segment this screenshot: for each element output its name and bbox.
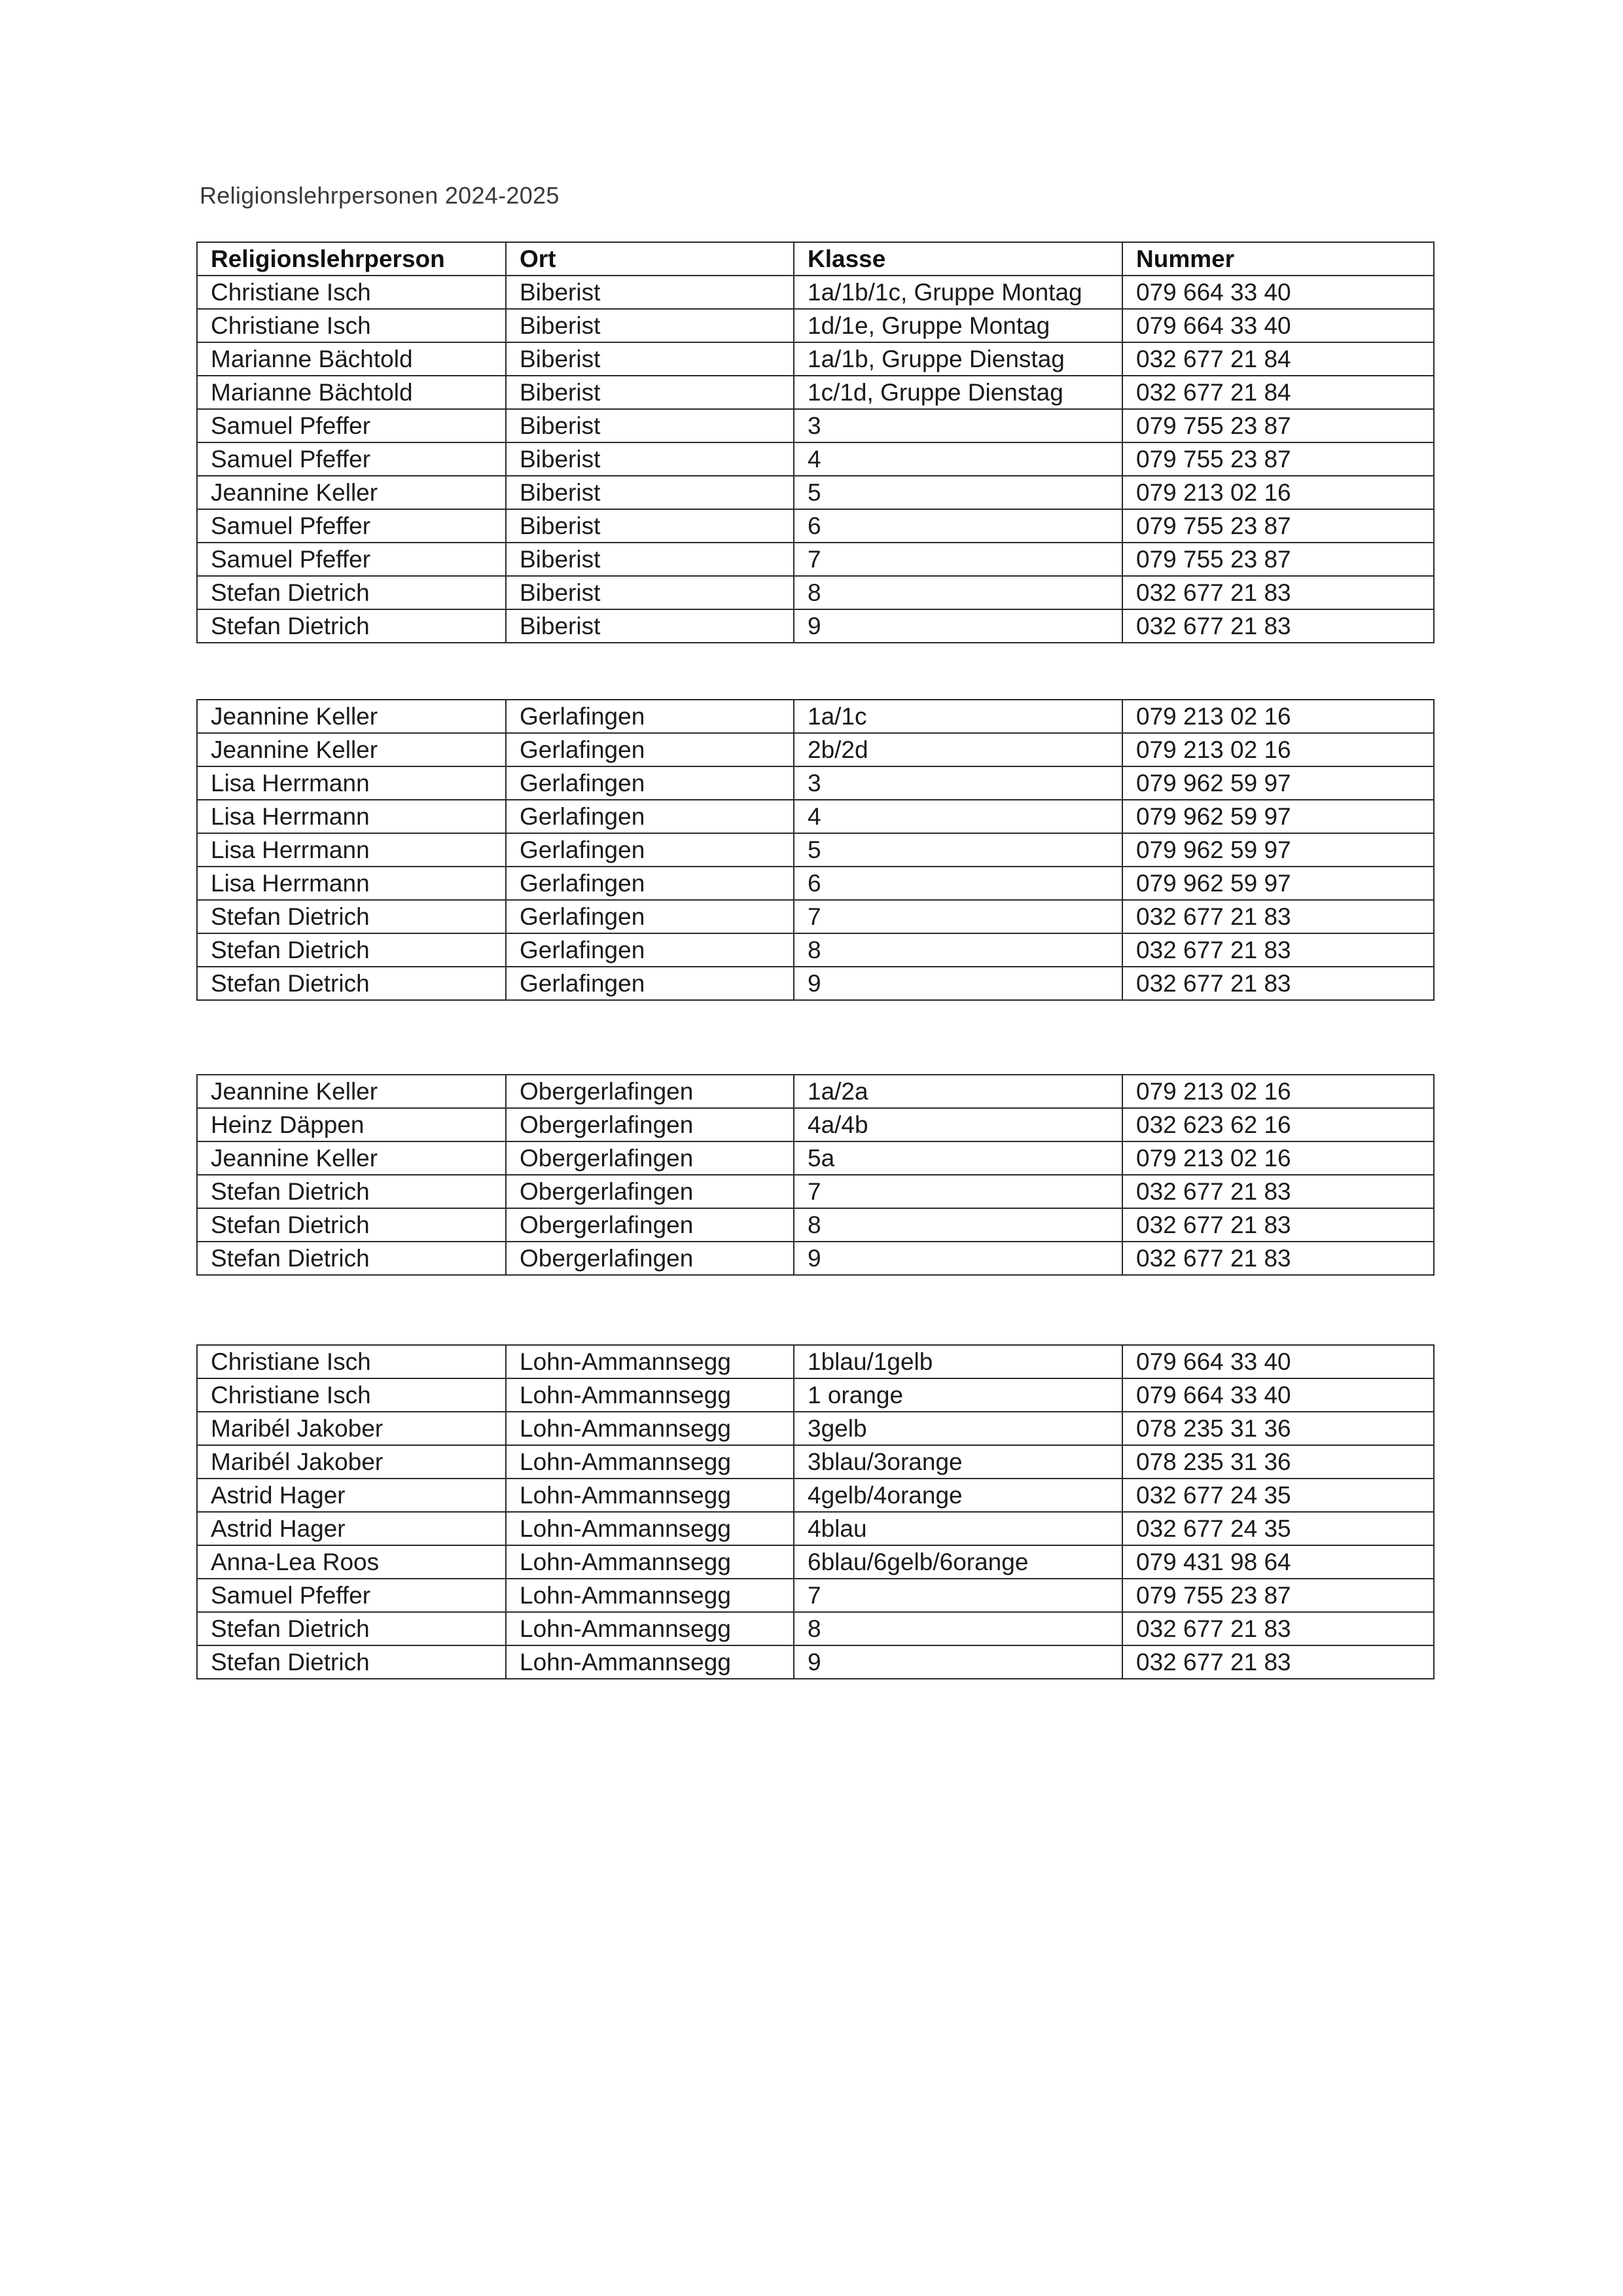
cell-ort: Lohn-Ammannsegg	[506, 1545, 794, 1579]
cell-ort: Lohn-Ammannsegg	[506, 1579, 794, 1612]
table-gerlafingen	[196, 699, 1435, 1001]
cell-person: Lisa Herrmann	[197, 833, 506, 867]
cell-nummer: 032 677 24 35	[1122, 1512, 1434, 1545]
cell-ort: Gerlafingen	[506, 766, 794, 800]
cell-klasse: 3	[794, 409, 1122, 442]
cell-person: Stefan Dietrich	[197, 967, 506, 1000]
cell-person: Samuel Pfeffer	[197, 1579, 506, 1612]
table-row	[197, 1378, 1434, 1412]
table-row	[197, 766, 1434, 800]
cell-klasse: 7	[794, 1579, 1122, 1612]
cell-ort: Biberist	[506, 476, 794, 509]
cell-person: Marianne Bächtold	[197, 342, 506, 376]
cell-klasse: 8	[794, 1208, 1122, 1242]
cell-klasse: 1 orange	[794, 1378, 1122, 1412]
cell-person: Samuel Pfeffer	[197, 409, 506, 442]
table-row	[197, 442, 1434, 476]
cell-person: Lisa Herrmann	[197, 800, 506, 833]
table-row	[197, 342, 1434, 376]
cell-nummer: 079 213 02 16	[1122, 733, 1434, 766]
cell-person: Maribél Jakober	[197, 1412, 506, 1445]
cell-ort: Biberist	[506, 342, 794, 376]
cell-klasse: 1a/1b/1c, Gruppe Montag	[794, 276, 1122, 309]
cell-person: Jeannine Keller	[197, 700, 506, 733]
cell-nummer: 032 677 21 83	[1122, 967, 1434, 1000]
table-row	[197, 1412, 1434, 1445]
cell-klasse: 5a	[794, 1141, 1122, 1175]
cell-ort: Biberist	[506, 409, 794, 442]
cell-person: Christiane Isch	[197, 1345, 506, 1378]
header-ort: Ort	[506, 242, 794, 276]
table-row	[197, 509, 1434, 543]
cell-ort: Lohn-Ammannsegg	[506, 1612, 794, 1645]
cell-ort: Lohn-Ammannsegg	[506, 1479, 794, 1512]
cell-nummer: 079 213 02 16	[1122, 700, 1434, 733]
cell-ort: Biberist	[506, 376, 794, 409]
cell-person: Jeannine Keller	[197, 476, 506, 509]
table-row	[197, 733, 1434, 766]
cell-klasse: 3blau/3orange	[794, 1445, 1122, 1479]
header-klasse: Klasse	[794, 242, 1122, 276]
cell-ort: Gerlafingen	[506, 900, 794, 933]
cell-ort: Obergerlafingen	[506, 1175, 794, 1208]
cell-ort: Gerlafingen	[506, 933, 794, 967]
cell-ort: Lohn-Ammannsegg	[506, 1345, 794, 1378]
cell-person: Jeannine Keller	[197, 1075, 506, 1108]
cell-klasse: 1a/2a	[794, 1075, 1122, 1108]
cell-klasse: 9	[794, 1242, 1122, 1275]
table-obergerlafingen	[196, 1074, 1435, 1276]
table-row	[197, 543, 1434, 576]
table-header-row	[197, 242, 1434, 276]
cell-nummer: 079 755 23 87	[1122, 409, 1434, 442]
table-row	[197, 1175, 1434, 1208]
table-row	[197, 1612, 1434, 1645]
cell-nummer: 078 235 31 36	[1122, 1445, 1434, 1479]
cell-ort: Biberist	[506, 609, 794, 643]
page-title: Religionslehrpersonen 2024-2025	[200, 182, 560, 209]
table-row	[197, 1345, 1434, 1378]
table-row	[197, 1479, 1434, 1512]
header-person: Religionslehrperson	[197, 242, 506, 276]
cell-ort: Gerlafingen	[506, 700, 794, 733]
table-row	[197, 800, 1434, 833]
cell-nummer: 032 677 21 83	[1122, 1242, 1434, 1275]
cell-nummer: 079 755 23 87	[1122, 1579, 1434, 1612]
cell-ort: Lohn-Ammannsegg	[506, 1378, 794, 1412]
cell-person: Lisa Herrmann	[197, 867, 506, 900]
cell-person: Stefan Dietrich	[197, 1645, 506, 1679]
table-row	[197, 967, 1434, 1000]
cell-nummer: 032 677 21 83	[1122, 1208, 1434, 1242]
cell-ort: Obergerlafingen	[506, 1242, 794, 1275]
cell-person: Stefan Dietrich	[197, 900, 506, 933]
cell-nummer: 079 962 59 97	[1122, 867, 1434, 900]
cell-nummer: 079 755 23 87	[1122, 543, 1434, 576]
cell-klasse: 7	[794, 900, 1122, 933]
cell-klasse: 8	[794, 576, 1122, 609]
cell-klasse: 9	[794, 967, 1122, 1000]
cell-nummer: 079 664 33 40	[1122, 309, 1434, 342]
cell-klasse: 8	[794, 933, 1122, 967]
table-row	[197, 609, 1434, 643]
cell-person: Marianne Bächtold	[197, 376, 506, 409]
cell-klasse: 6	[794, 867, 1122, 900]
table-lohn-ammannsegg	[196, 1344, 1435, 1679]
cell-klasse: 4a/4b	[794, 1108, 1122, 1141]
cell-person: Samuel Pfeffer	[197, 442, 506, 476]
cell-ort: Lohn-Ammannsegg	[506, 1645, 794, 1679]
cell-person: Samuel Pfeffer	[197, 543, 506, 576]
cell-klasse: 7	[794, 543, 1122, 576]
cell-klasse: 6blau/6gelb/6orange	[794, 1545, 1122, 1579]
cell-person: Samuel Pfeffer	[197, 509, 506, 543]
table-row	[197, 1579, 1434, 1612]
cell-nummer: 079 755 23 87	[1122, 442, 1434, 476]
cell-nummer: 079 664 33 40	[1122, 1345, 1434, 1378]
cell-person: Stefan Dietrich	[197, 576, 506, 609]
cell-person: Stefan Dietrich	[197, 609, 506, 643]
cell-person: Stefan Dietrich	[197, 1175, 506, 1208]
table-row	[197, 1075, 1434, 1108]
cell-klasse: 1c/1d, Gruppe Dienstag	[794, 376, 1122, 409]
table-row	[197, 833, 1434, 867]
cell-ort: Biberist	[506, 543, 794, 576]
cell-klasse: 1blau/1gelb	[794, 1345, 1122, 1378]
cell-klasse: 1d/1e, Gruppe Montag	[794, 309, 1122, 342]
table-row	[197, 1445, 1434, 1479]
table-body-obergerlafingen	[197, 1075, 1434, 1275]
cell-klasse: 3gelb	[794, 1412, 1122, 1445]
cell-person: Christiane Isch	[197, 309, 506, 342]
cell-ort: Gerlafingen	[506, 867, 794, 900]
cell-nummer: 079 213 02 16	[1122, 1141, 1434, 1175]
cell-ort: Biberist	[506, 576, 794, 609]
table-row	[197, 1512, 1434, 1545]
cell-person: Heinz Däppen	[197, 1108, 506, 1141]
cell-ort: Obergerlafingen	[506, 1108, 794, 1141]
cell-klasse: 4	[794, 442, 1122, 476]
table-row	[197, 1208, 1434, 1242]
cell-person: Christiane Isch	[197, 1378, 506, 1412]
cell-klasse: 5	[794, 833, 1122, 867]
cell-ort: Biberist	[506, 442, 794, 476]
cell-person: Maribél Jakober	[197, 1445, 506, 1479]
cell-klasse: 4gelb/4orange	[794, 1479, 1122, 1512]
cell-ort: Gerlafingen	[506, 800, 794, 833]
table-body-gerlafingen	[197, 700, 1434, 1000]
cell-person: Christiane Isch	[197, 276, 506, 309]
cell-nummer: 079 213 02 16	[1122, 1075, 1434, 1108]
cell-nummer: 032 677 21 83	[1122, 1612, 1434, 1645]
cell-nummer: 079 962 59 97	[1122, 766, 1434, 800]
cell-person: Stefan Dietrich	[197, 933, 506, 967]
cell-nummer: 032 677 21 83	[1122, 1175, 1434, 1208]
table-biberist	[196, 242, 1435, 643]
cell-person: Stefan Dietrich	[197, 1612, 506, 1645]
table-row	[197, 1645, 1434, 1679]
table-row	[197, 867, 1434, 900]
cell-nummer: 079 664 33 40	[1122, 276, 1434, 309]
cell-nummer: 032 677 24 35	[1122, 1479, 1434, 1512]
table-row	[197, 1141, 1434, 1175]
cell-ort: Lohn-Ammannsegg	[506, 1412, 794, 1445]
cell-nummer: 032 677 21 83	[1122, 1645, 1434, 1679]
cell-person: Astrid Hager	[197, 1512, 506, 1545]
cell-ort: Biberist	[506, 309, 794, 342]
cell-person: Jeannine Keller	[197, 1141, 506, 1175]
cell-klasse: 1a/1b, Gruppe Dienstag	[794, 342, 1122, 376]
cell-ort: Biberist	[506, 276, 794, 309]
table-body-lohn-ammannsegg	[197, 1345, 1434, 1679]
cell-ort: Lohn-Ammannsegg	[506, 1512, 794, 1545]
table-body-biberist	[197, 276, 1434, 643]
table-row	[197, 576, 1434, 609]
table-row	[197, 276, 1434, 309]
cell-klasse: 4blau	[794, 1512, 1122, 1545]
cell-klasse: 1a/1c	[794, 700, 1122, 733]
table-row	[197, 376, 1434, 409]
cell-person: Astrid Hager	[197, 1479, 506, 1512]
cell-nummer: 078 235 31 36	[1122, 1412, 1434, 1445]
cell-klasse: 6	[794, 509, 1122, 543]
cell-klasse: 5	[794, 476, 1122, 509]
cell-person: Anna-Lea Roos	[197, 1545, 506, 1579]
cell-klasse: 3	[794, 766, 1122, 800]
table-row	[197, 700, 1434, 733]
cell-nummer: 079 664 33 40	[1122, 1378, 1434, 1412]
cell-klasse: 2b/2d	[794, 733, 1122, 766]
cell-ort: Gerlafingen	[506, 967, 794, 1000]
table-row	[197, 476, 1434, 509]
cell-nummer: 032 677 21 83	[1122, 900, 1434, 933]
cell-klasse: 4	[794, 800, 1122, 833]
cell-ort: Obergerlafingen	[506, 1141, 794, 1175]
cell-klasse: 9	[794, 609, 1122, 643]
cell-nummer: 032 677 21 83	[1122, 576, 1434, 609]
cell-ort: Lohn-Ammannsegg	[506, 1445, 794, 1479]
header-nummer: Nummer	[1122, 242, 1434, 276]
cell-nummer: 079 213 02 16	[1122, 476, 1434, 509]
table-row	[197, 933, 1434, 967]
cell-ort: Obergerlafingen	[506, 1208, 794, 1242]
table-row	[197, 309, 1434, 342]
cell-klasse: 9	[794, 1645, 1122, 1679]
cell-klasse: 8	[794, 1612, 1122, 1645]
cell-klasse: 7	[794, 1175, 1122, 1208]
cell-ort: Obergerlafingen	[506, 1075, 794, 1108]
table-row	[197, 900, 1434, 933]
cell-nummer: 079 755 23 87	[1122, 509, 1434, 543]
cell-nummer: 079 962 59 97	[1122, 800, 1434, 833]
table-row	[197, 1545, 1434, 1579]
cell-person: Stefan Dietrich	[197, 1242, 506, 1275]
table-row	[197, 409, 1434, 442]
cell-ort: Biberist	[506, 509, 794, 543]
cell-nummer: 032 677 21 83	[1122, 609, 1434, 643]
cell-person: Jeannine Keller	[197, 733, 506, 766]
cell-person: Lisa Herrmann	[197, 766, 506, 800]
cell-ort: Gerlafingen	[506, 833, 794, 867]
cell-person: Stefan Dietrich	[197, 1208, 506, 1242]
cell-nummer: 032 677 21 83	[1122, 933, 1434, 967]
cell-nummer: 032 677 21 84	[1122, 342, 1434, 376]
cell-nummer: 032 677 21 84	[1122, 376, 1434, 409]
cell-nummer: 032 623 62 16	[1122, 1108, 1434, 1141]
table-row	[197, 1108, 1434, 1141]
table-row	[197, 1242, 1434, 1275]
cell-nummer: 079 962 59 97	[1122, 833, 1434, 867]
cell-nummer: 079 431 98 64	[1122, 1545, 1434, 1579]
cell-ort: Gerlafingen	[506, 733, 794, 766]
